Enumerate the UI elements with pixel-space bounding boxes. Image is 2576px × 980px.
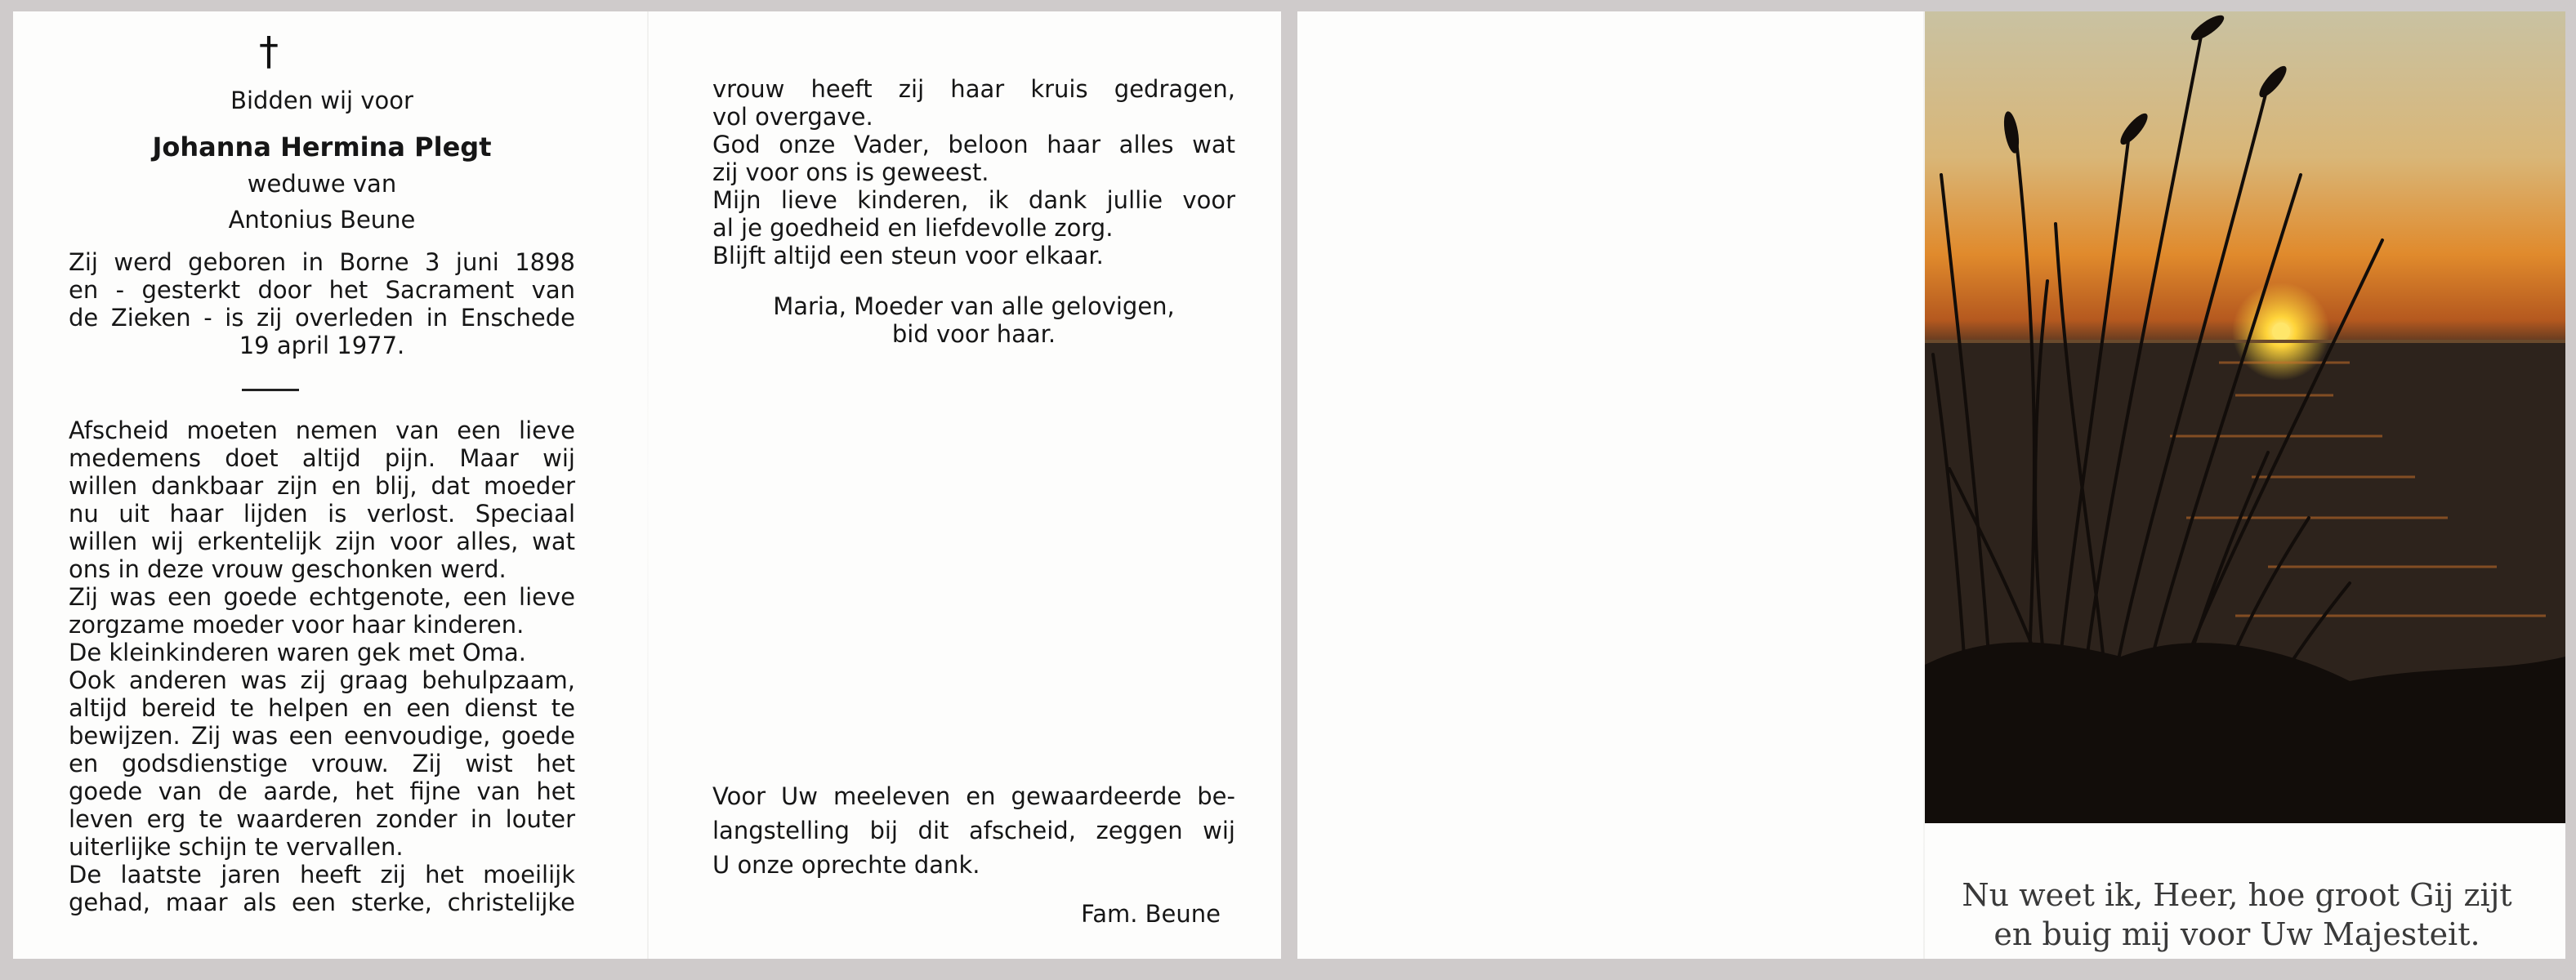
intro-line: Bidden wij voor bbox=[230, 87, 413, 114]
fold-line bbox=[647, 11, 649, 959]
body-line: Zij was een goede echtgenote, een lieve bbox=[69, 583, 575, 611]
continued-line: God onze Vader, beloon haar alles wat bbox=[712, 131, 1235, 158]
body-line: medemens doet altijd pijn. Maar wij bbox=[69, 444, 575, 472]
body-line: willen dankbaar zijn en blij, dat moeder bbox=[69, 472, 575, 500]
body-line: De laatste jaren heeft zij het moeilijk bbox=[69, 861, 575, 889]
left-card-sheet bbox=[13, 11, 1281, 959]
biography-line: en - gesterkt door het Sacrament van bbox=[69, 276, 575, 304]
poem-line: en buig mij voor Uw Majesteit. bbox=[1993, 916, 2480, 952]
body-line: bewijzen. Zij was een eenvoudige, goede bbox=[69, 722, 575, 750]
continued-line: vol overgave. bbox=[712, 103, 873, 131]
deceased-name: Johanna Hermina Plegt bbox=[152, 131, 492, 163]
biography-line: de Zieken - is zij overleden in Enschede bbox=[69, 304, 575, 332]
body-line: altijd bereid te helpen en een dienst te bbox=[69, 694, 575, 722]
signature: Fam. Beune bbox=[1081, 900, 1221, 928]
body-line: en godsdienstige vrouw. Zij wist het bbox=[69, 750, 575, 777]
body-line: Ook anderen was zij graag behulpzaam, bbox=[69, 666, 575, 694]
continued-line: vrouw heeft zij haar kruis gedragen, bbox=[712, 75, 1235, 103]
body-line: De kleinkinderen waren gek met Oma. bbox=[69, 639, 526, 666]
body-line: ons in deze vrouw geschonken werd. bbox=[69, 555, 507, 583]
thanks-line: langstelling bij dit afscheid, zeggen wij bbox=[712, 817, 1235, 844]
poem-block bbox=[1951, 875, 2523, 954]
body-line: nu uit haar lijden is verlost. Speciaal bbox=[69, 500, 575, 528]
divider-rule bbox=[242, 389, 299, 391]
sunset-reeds-photo bbox=[1925, 11, 2565, 823]
body-line: willen wij erkentelijk zijn voor alles, wat bbox=[69, 528, 575, 555]
body-text-block bbox=[69, 416, 575, 916]
thanks-block bbox=[712, 779, 1235, 882]
widow-of-line: weduwe van bbox=[247, 170, 397, 198]
continued-line: Blijft altijd een steun voor elkaar. bbox=[712, 242, 1104, 270]
continued-line: al je goedheid en liefdevolle zorg. bbox=[712, 214, 1114, 242]
prayer-block bbox=[712, 292, 1235, 348]
continued-line: zij voor ons is geweest. bbox=[712, 158, 989, 186]
biography-line: 19 april 1977. bbox=[239, 332, 405, 359]
right-card-sheet bbox=[1297, 11, 2565, 959]
thanks-line: U onze oprechte dank. bbox=[712, 851, 980, 879]
prayer-line: Maria, Moeder van alle gelovigen, bbox=[773, 292, 1175, 320]
body-line: goede van de aarde, het fijne van het bbox=[69, 777, 575, 805]
body-line: zorgzame moeder voor haar kinderen. bbox=[69, 611, 525, 639]
thanks-line: Voor Uw meeleven en gewaardeerde be- bbox=[712, 782, 1235, 810]
body-line: leven erg te waarderen zonder in louter bbox=[69, 805, 575, 833]
continued-line: Mijn lieve kinderen, ik dank jullie voor bbox=[712, 186, 1235, 214]
biography-line: Zij werd geboren in Borne 3 juni 1898 bbox=[69, 248, 575, 276]
sunset-reeds-illustration bbox=[1925, 11, 2565, 823]
body-line: gehad, maar als een sterke, christelijke bbox=[69, 889, 575, 916]
husband-name: Antonius Beune bbox=[228, 206, 416, 234]
cross-icon: † bbox=[259, 29, 279, 74]
continued-text-block bbox=[712, 75, 1235, 270]
body-line: Afscheid moeten nemen van een lieve bbox=[69, 416, 575, 444]
biography-block bbox=[69, 248, 575, 359]
body-line: uiterlijke schijn te vervallen. bbox=[69, 833, 404, 861]
prayer-line: bid voor haar. bbox=[891, 320, 1056, 348]
poem-line: Nu weet ik, Heer, hoe groot Gij zijt bbox=[1962, 877, 2512, 913]
